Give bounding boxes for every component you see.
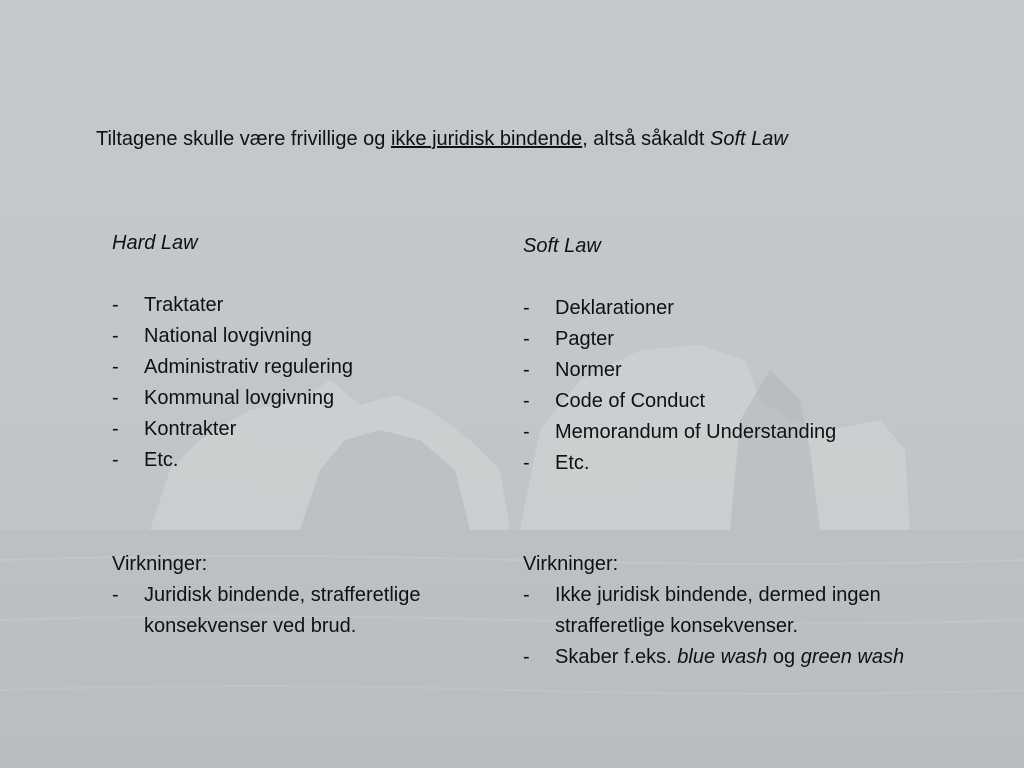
list-item-text: Normer bbox=[555, 359, 622, 381]
dash-bullet: - bbox=[112, 449, 119, 471]
list-item-text: Ikke juridisk bindende, dermed ingen strafferetlige konsekvenser. bbox=[555, 584, 881, 637]
hard-effects-list bbox=[112, 580, 512, 642]
soft-effects-label: Virkninger: bbox=[523, 553, 619, 575]
dash-bullet: - bbox=[523, 584, 530, 606]
list-item bbox=[523, 293, 923, 324]
list-item-text: Traktater bbox=[144, 294, 224, 316]
list-item-text-blue-wash: blue wash bbox=[677, 646, 768, 668]
list-item-text: Juridisk bindende, strafferetlige konsekvenser ved brud. bbox=[144, 584, 421, 637]
hard-effects-label: Virkninger: bbox=[112, 553, 208, 575]
title-underlined-text: ikke juridisk bindende bbox=[390, 128, 583, 150]
dash-bullet: - bbox=[523, 359, 530, 381]
dash-bullet: - bbox=[112, 418, 119, 440]
list-item bbox=[112, 290, 512, 321]
soft-law-heading: Soft Law bbox=[523, 235, 601, 257]
list-item bbox=[112, 445, 512, 476]
dash-bullet: - bbox=[523, 390, 530, 412]
list-item-text-green-wash: green wash bbox=[800, 646, 905, 668]
soft-law-list bbox=[523, 293, 923, 479]
list-item-text: Deklarationer bbox=[555, 297, 674, 319]
list-item-text: Memorandum of Understanding bbox=[555, 421, 837, 443]
list-item bbox=[523, 417, 923, 448]
list-item bbox=[523, 642, 923, 673]
list-item bbox=[523, 386, 923, 417]
hard-law-effects bbox=[112, 549, 512, 642]
dash-bullet: - bbox=[523, 328, 530, 350]
dash-bullet: - bbox=[523, 452, 530, 474]
dash-bullet: - bbox=[523, 421, 530, 443]
soft-effects-list bbox=[523, 580, 923, 673]
hard-law-list bbox=[112, 290, 512, 476]
list-item-text: Etc. bbox=[555, 452, 590, 474]
slide-title bbox=[96, 125, 976, 153]
dash-bullet: - bbox=[523, 297, 530, 319]
dash-bullet: - bbox=[523, 646, 530, 668]
list-item-text: Kommunal lovgivning bbox=[144, 387, 335, 409]
list-item-text-og: og bbox=[767, 646, 801, 668]
list-item-text-a: Skaber f.eks. bbox=[555, 646, 678, 668]
list-item-text: National lovgivning bbox=[144, 325, 312, 347]
list-item bbox=[523, 324, 923, 355]
soft-law-column bbox=[523, 231, 923, 479]
dash-bullet: - bbox=[112, 584, 119, 606]
dash-bullet: - bbox=[112, 294, 119, 316]
list-item-text: Pagter bbox=[555, 328, 614, 350]
title-text-2: , altså såkaldt bbox=[582, 128, 711, 150]
list-item-text: Administrativ regulering bbox=[144, 356, 353, 378]
title-italic-text: Soft Law bbox=[710, 128, 788, 150]
list-item-text: Kontrakter bbox=[144, 418, 237, 440]
list-item bbox=[523, 448, 923, 479]
list-item bbox=[112, 321, 512, 352]
soft-law-effects bbox=[523, 549, 923, 673]
hard-law-column bbox=[112, 228, 512, 476]
list-item bbox=[112, 383, 512, 414]
list-item bbox=[523, 580, 923, 642]
list-item-text: Etc. bbox=[144, 449, 179, 471]
dash-bullet: - bbox=[112, 356, 119, 378]
dash-bullet: - bbox=[112, 325, 119, 347]
hard-law-heading: Hard Law bbox=[112, 232, 198, 254]
list-item bbox=[112, 414, 512, 445]
dash-bullet: - bbox=[112, 387, 119, 409]
title-text-1: Tiltagene skulle være frivillige og bbox=[96, 128, 391, 150]
list-item-text: Code of Conduct bbox=[555, 390, 706, 412]
list-item bbox=[112, 580, 512, 642]
list-item bbox=[523, 355, 923, 386]
list-item bbox=[112, 352, 512, 383]
